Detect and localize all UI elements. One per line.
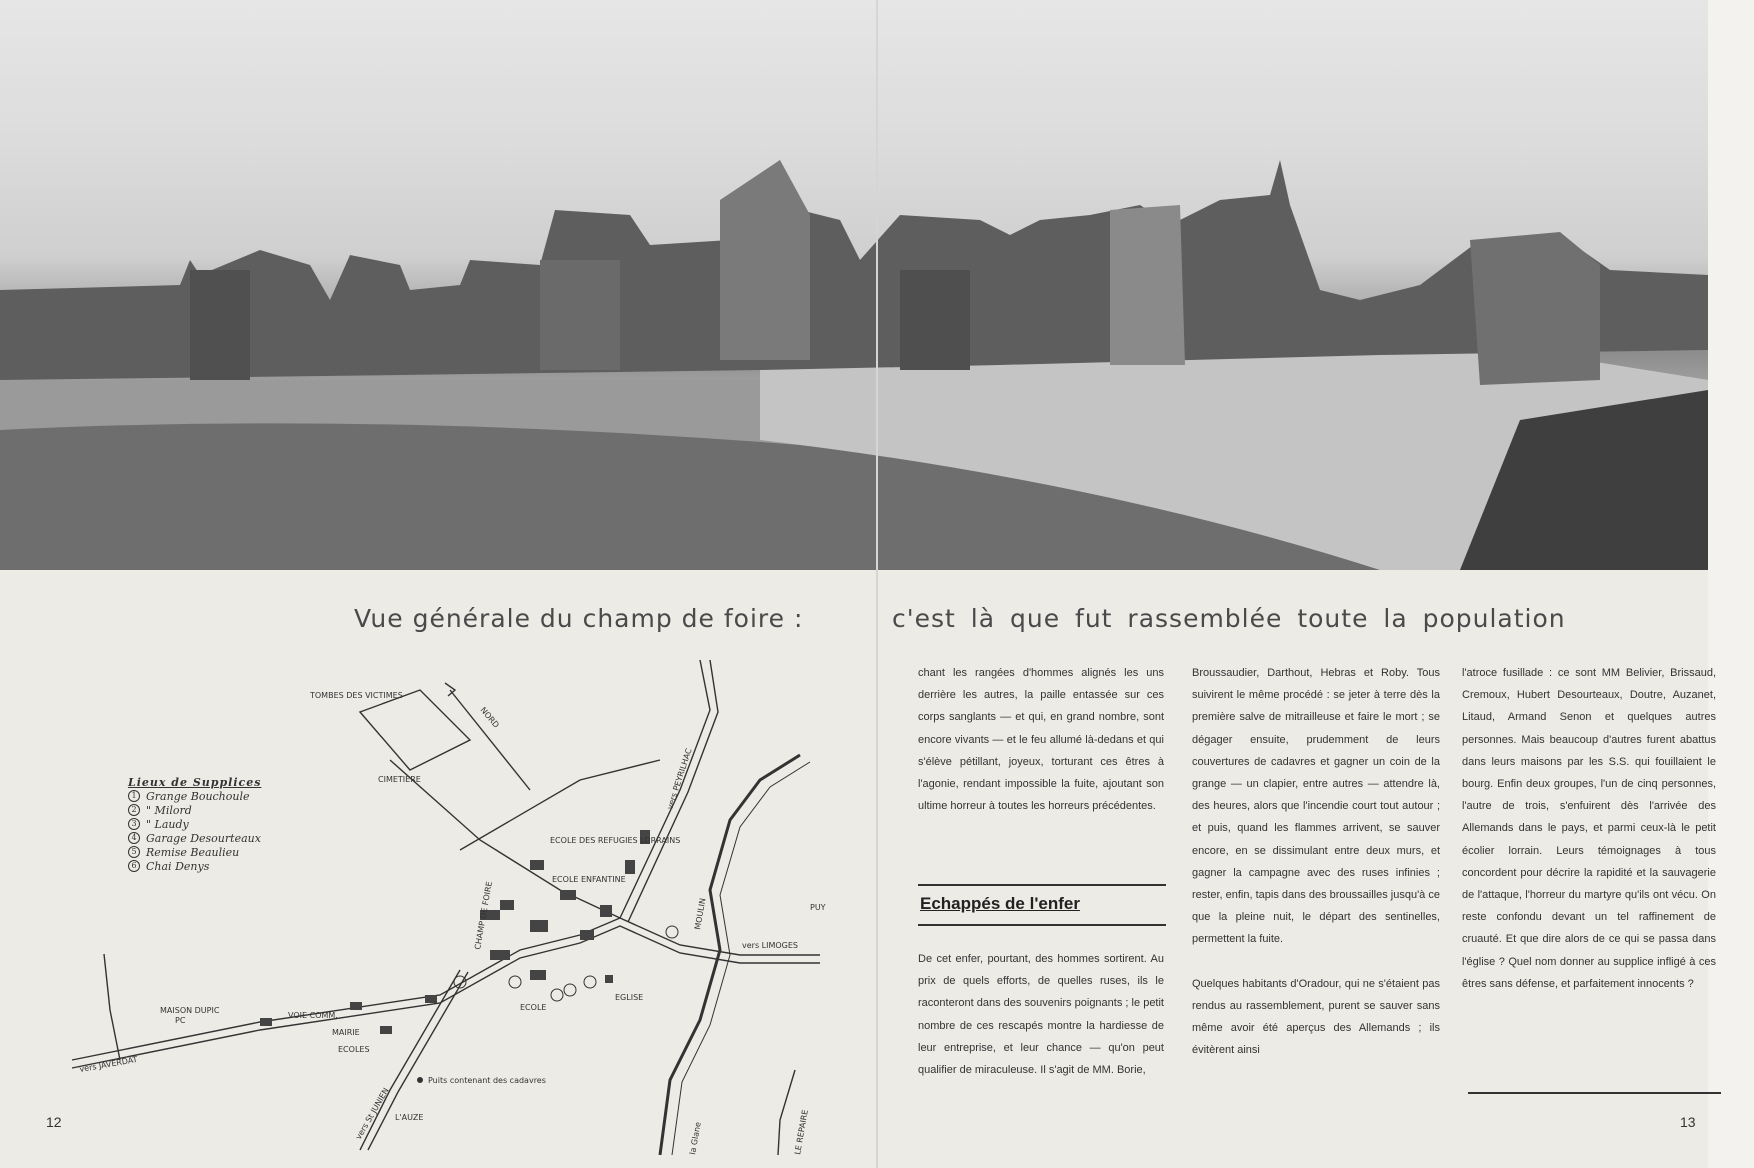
map-label-eglise: EGLISE [615,993,644,1002]
map-label-javerdat: vers JAVERDAT [78,1054,139,1074]
subhead: Echappés de l'enfer [920,894,1080,913]
legend-item: 1 Grange Bouchoule [128,790,261,804]
map-label-ecole-refugies: ECOLE DES REFUGIES LORRAINS [550,836,681,845]
article-paragraph: Broussaudier, Darthout, Hebras et Roby. Tous suivirent le même procédé : se jeter à terre dès la première salve de mitrailleuse et faire le mort ; se dégager ensuite, prudemment de leurs couvertures de cadavres et gagner un coin de la grange — un clapier, entre autres — attendre là, des heures, alors que l'incendie court tout autour ; et puis, quand les flammes arrivent, se sauver encore, en se dissimulant entre deux murs, et gagner la campagne avec des ruses infinies ; rester, enfin, tapis dans des broussailles jusqu'à ce que la pleine nuit, le départ des sentinelles, permettent la fuite. [1192,667,1440,946]
map-label-puy: PUY [810,903,826,912]
article-paragraph: De cet enfer, pourtant, des hommes sortirent. Au prix de quels efforts, de quelles ruses, ils le raconteront dans des souvenirs poignants ; le petit nombre de ces rescapés montre la hardiesse de leur entreprise, et leur chance — qu'on peut qualifier de miraculeuse. Il s'agit de MM. Borie, [918,953,1164,1077]
map-label-champ-foire: CHAMP DE FOIRE [473,880,494,951]
headline-right: c'est là que fut rassemblée toute la population [892,604,1566,633]
legend-item: 2 " Milord [128,804,261,818]
map-label-cimetiere: CIMETIERE [378,775,421,784]
map-label-ecoles: ECOLES [338,1045,370,1054]
page-number-left: 12 [46,1114,62,1130]
village-map [60,650,850,1155]
page-number-right: 13 [1680,1114,1696,1130]
map-label-ecole: ECOLE [520,1003,547,1012]
map-label-voie-comm: VOIE COMM. [288,1011,338,1020]
map-label-tombes: TOMBES DES VICTIMES [310,691,403,700]
ruins-silhouette [0,0,1708,570]
page-fold [876,0,878,1168]
legend-item: 5 Remise Beaulieu [128,846,261,860]
ruins-panorama-photo [0,0,1708,570]
subhead-box [918,884,1166,926]
map-label-ecole-enfantine: ECOLE ENFANTINE [552,875,626,884]
end-rule [1468,1092,1721,1094]
map-label-limoges: vers LIMOGES [742,941,799,950]
map-label-nord: NORD [478,705,501,730]
article-column-2 [1192,662,1440,1061]
map-label-mairie: MAIRIE [332,1028,360,1037]
article-paragraph: chant les rangées d'hommes alignés les uns derrière les autres, la paille entassée sur ces corps sanglants — et qui, en grand nombre, sont encore vivants — et le feu allumé là-dedans et qui s'élève pétillant, joyeux, torturant ces êtres à l'agonie, rendant impossible la fuite, ajoutant son ultime horreur à toutes les horreurs précédentes. [918,667,1164,813]
article-column-3 [1462,662,1716,995]
article-column-1-bottom [918,948,1164,1081]
article-paragraph: l'atroce fusillade : ce sont MM Belivier, Brissaud, Cremoux, Hubert Desourteaux, Doutre, Auzanet, Litaud, Armand Senon et quelques autres personnes. Mais beaucoup d'autres furent abattus dans leurs maisons par les S.S. qui fouillaient le bourg. Enfin deux groupes, l'un de cinq personnes, l'autre de trois, s'enfuirent dès l'arrivée des Allemands dans le pays, et parmi ceux-là le petit écolier lorrain. Leurs témoignages à tous concordent pour décrire la rapidité et la sauvagerie de l'attaque, l'horreur du martyre qu'ils ont vécu. On reste confondu devant un tel raffinement de cruauté. Et que dire alors de ce qui se passa dans l'église ? Quel nom donner au supplice infligé à ces êtres sans défense, et parfaitement innocents ? [1462,667,1716,990]
headline-left: Vue générale du champ de foire : [354,604,804,633]
map-label-lauze: L'AUZE [395,1113,424,1122]
map-label-glane: la Glane [688,1121,703,1155]
map-label-peyrilhac: vers PEYRILHAC [665,747,694,811]
map-label-moulin: MOULIN [693,897,708,931]
legend-item: 6 Chai Denys [128,860,261,874]
legend-item: 4 Garage Desourteaux [128,832,261,846]
map-label-maison-dupic: MAISON DUPIC [160,1006,220,1015]
map-label-pc: PC [175,1016,186,1025]
legend-title: Lieux de Supplices [128,776,262,789]
map-label-puits: Puits contenant des cadavres [428,1076,546,1085]
legend-item: 3 " Laudy [128,818,261,832]
article-column-1 [918,662,1164,817]
map-label-st-junien: vers St JUNIEN [353,1086,391,1141]
article-paragraph: Quelques habitants d'Oradour, qui ne s'étaient pas rendus au rassemblement, purent se sauver sans même avoir été aperçus des Allemands ; ils évitèrent ainsi [1192,977,1440,1057]
map-legend [128,776,261,874]
map-label-repaire: LE REPAIRE [793,1109,810,1155]
